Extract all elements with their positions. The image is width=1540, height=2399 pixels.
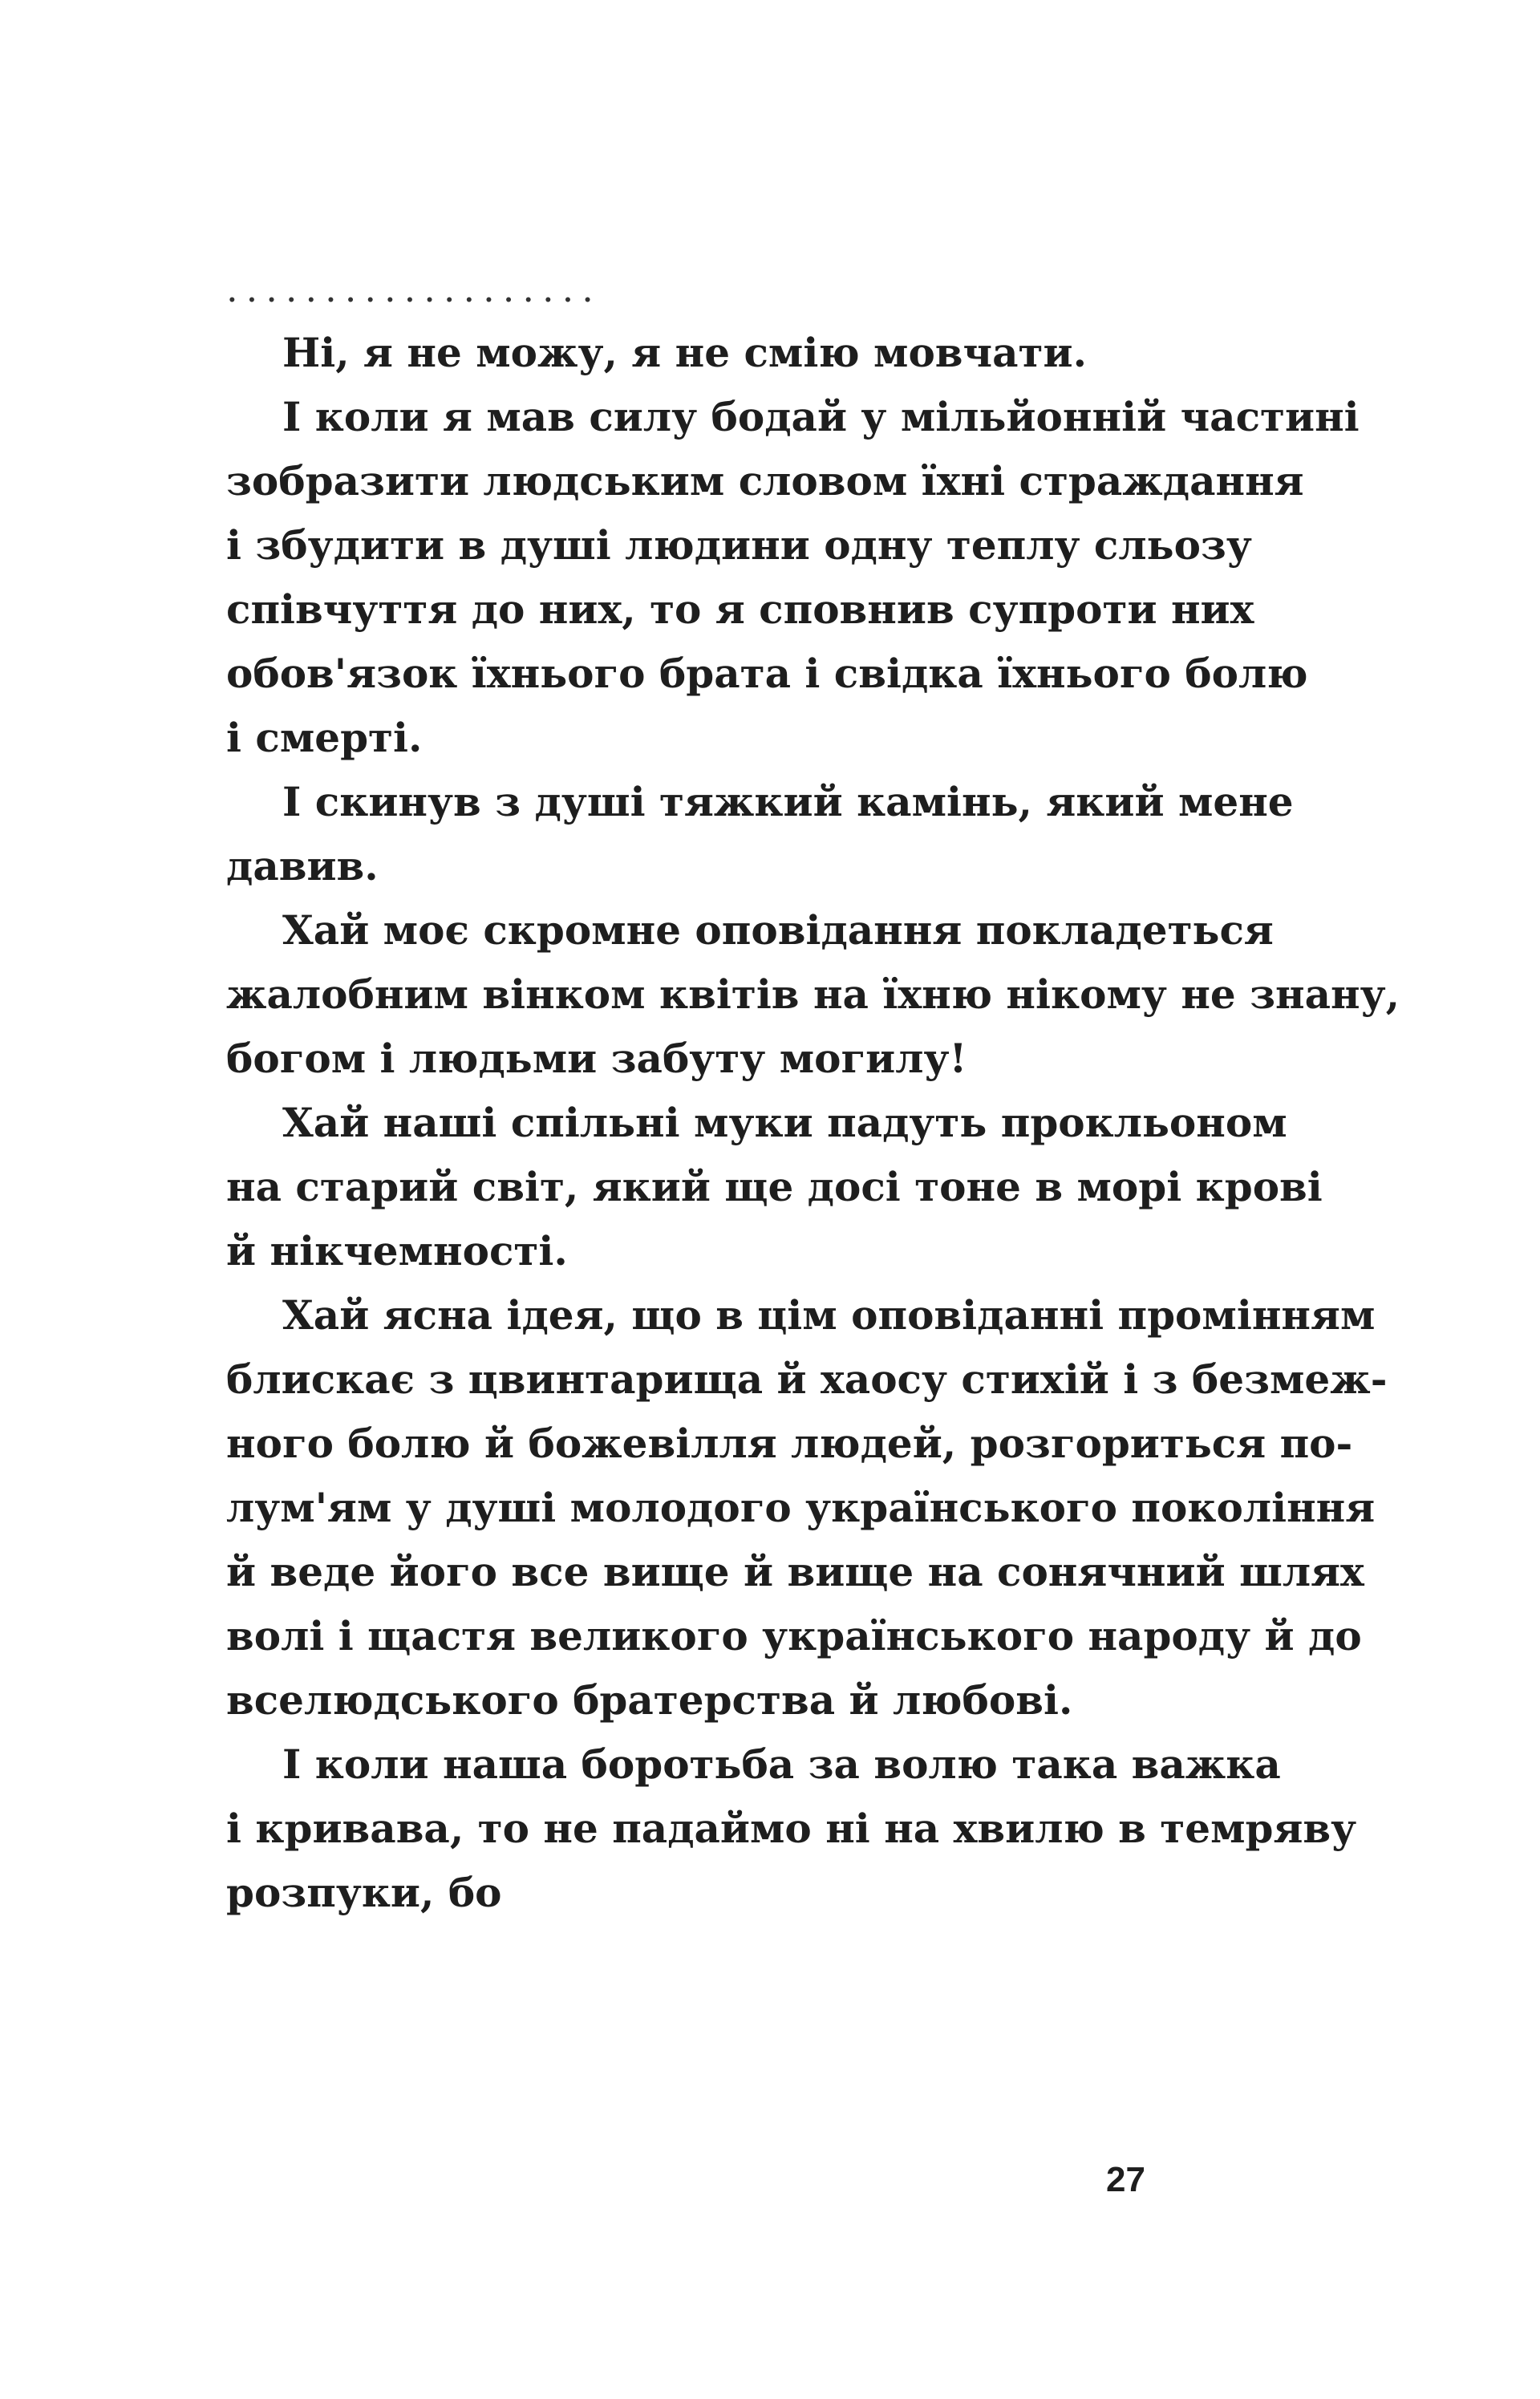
text-line: блискає з цвинтарища й хаосу стихій і з безмеж- [226, 1356, 1388, 1403]
text-line: Хай наші спільні муки падуть прокльоном [282, 1099, 1287, 1146]
text-line: богом і людьми забуту могилу! [226, 1035, 967, 1082]
separator-dots: ................... [226, 267, 602, 310]
text-line: лум'ям у душі молодого українського покоління [226, 1484, 1376, 1531]
text-line: ного болю й божевілля людей, розгориться по- [226, 1420, 1353, 1467]
text-line: давив. [226, 842, 379, 889]
text-line: жалобним вінком квітів на їхню нікому не знану, [226, 971, 1400, 1018]
text-line: волі і щастя великого українського народу й до [226, 1612, 1362, 1659]
text-line: зобразити людським словом їхні страждання [226, 457, 1304, 505]
text-line: Ні, я не можу, я не смію мовчати. [282, 329, 1088, 376]
text-line: й веде його все вище й вище на сонячний шлях [226, 1548, 1364, 1595]
page-number: 27 [1106, 2160, 1145, 2199]
text-line: Хай моє скромне оповідання покладеться [282, 906, 1274, 954]
text-line: і смерті. [226, 714, 423, 761]
text-line: І коли наша боротьба за волю така важка [282, 1740, 1281, 1788]
text-line: вселюдського братерства й любові. [226, 1676, 1073, 1724]
text-line: розпуки, бо [226, 1869, 502, 1916]
text-line: І скинув з душі тяжкий камінь, який мене [282, 778, 1294, 825]
text-line: і кривава, то не падаймо ні на хвилю в темряву [226, 1805, 1357, 1852]
text-line: співчуття до них, то я сповнив супроти них [226, 586, 1254, 633]
text-line: на старий світ, який ще досі тоне в морі крові [226, 1163, 1323, 1210]
text-line: Хай ясна ідея, що в цім оповіданні промінням [282, 1291, 1376, 1339]
text-line: обов'язок їхнього брата і свідка їхнього болю [226, 650, 1308, 697]
body-text [226, 321, 1400, 1925]
text-line: І коли я мав силу бодай у мільйонній частині [282, 393, 1360, 440]
text-line: і збудити в душі людини одну теплу сльозу [226, 521, 1252, 569]
text-line: й нікчемності. [226, 1227, 568, 1274]
